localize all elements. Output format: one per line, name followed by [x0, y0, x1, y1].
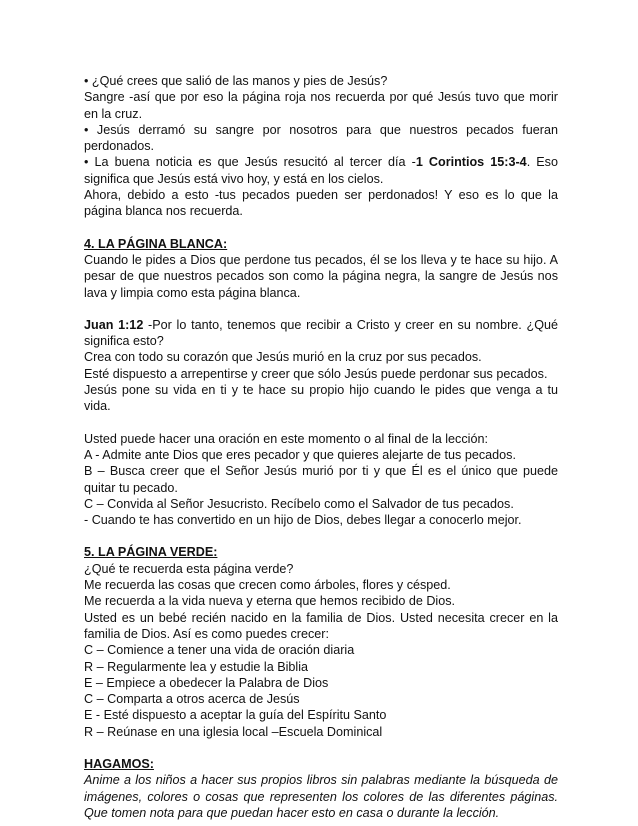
- list-item: R – Regularmente lea y estudie la Biblia: [84, 659, 309, 674]
- list-item: R – Reúnase en una iglesia local –Escuela Dominical: [84, 724, 383, 739]
- white-page-paragraph: Cuando le pides a Dios que perdone tus pecados, él se los lleva y te hace su hijo. A pesar de que nuestros pecados son como la página negra, la sangre de Jesús nos lava y limpia como esta página blanca.: [84, 252, 558, 300]
- resurrection-line: [84, 154, 558, 187]
- resurrection-text-end: . Eso significa que Jesús está vivo hoy, y está en los cielos.: [84, 155, 558, 186]
- list-item: C – Comparta a otros acerca de Jesús: [84, 692, 300, 707]
- scripture-ref-john: Juan 1:12: [84, 317, 144, 332]
- blood-question: • ¿Qué crees que salió de las manos y pies de Jesús?: [84, 74, 388, 88]
- blood-answer: Sangre -así que por eso la página roja nos recuerda por qué Jesús tuvo que morir en la cruz.: [84, 90, 558, 121]
- section-heading-white-page: 4. LA PÁGINA BLANCA:: [84, 236, 228, 251]
- prayer-step-b: B – Busca creer que el Señor Jesús murió por ti y que Él es el único que puede quitar tu pecado.: [84, 464, 558, 495]
- new-life-line: Jesús pone su vida en ti y te hace su propio hijo cuando le pides que venga a tu vida.: [84, 383, 558, 414]
- forgiveness-line: • Jesús derramó su sangre por nosotros para que nuestros pecados fueran perdonados.: [84, 122, 558, 154]
- document-page: [84, 73, 558, 821]
- repent-line: Esté dispuesto a arrepentirse y creer que sólo Jesús puede perdonar sus pecados.: [84, 366, 548, 381]
- prayer-intro: Usted puede hacer una oración en este momento o al final de la lección:: [84, 431, 488, 446]
- prayer-note: - Cuando te has convertido en un hijo de Dios, debes llegar a conocerlo mejor.: [84, 513, 522, 528]
- resurrection-text: • La buena noticia es que Jesús resucitó al tercer día -: [84, 155, 416, 170]
- list-item: C – Comience a tener una vida de oración diaria: [84, 643, 355, 658]
- list-item: E – Empiece a obedecer la Palabra de Dios: [84, 675, 329, 690]
- green-answer-2: Me recuerda a la vida nueva y eterna que hemos recibido de Dios.: [84, 594, 456, 609]
- section-heading-green-page: 5. LA PÁGINA VERDE:: [84, 545, 218, 560]
- green-answer-1: Me recuerda las cosas que crecen como árboles, flores y césped.: [84, 578, 451, 593]
- prayer-step-c: C – Convida al Señor Jesucristo. Recíbelo como el Salvador de tus pecados.: [84, 496, 514, 511]
- john-text: -Por lo tanto, tenemos que recibir a Cristo y creer en su nombre. ¿Qué significa esto?: [84, 317, 558, 349]
- prayer-step-a: A - Admite ante Dios que eres pecador y que quieres alejarte de tus pecados.: [84, 447, 516, 462]
- green-growth-paragraph: Usted es un bebé recién nacido en la familia de Dios. Usted necesita crecer en la familia de Dios. Así es como puedes crecer:: [84, 610, 558, 641]
- believe-line: Crea con todo su corazón que Jesús murió en la cruz por sus pecados.: [84, 350, 482, 365]
- scripture-ref-corinthians: 1 Corintios 15:3-4: [415, 155, 527, 170]
- list-item: E - Esté dispuesto a aceptar la guía del Espíritu Santo: [84, 708, 387, 723]
- john-paragraph: [84, 317, 558, 350]
- hagamos-paragraph: Anime a los niños a hacer sus propios libros sin palabras mediante la búsqueda de imágenes, colores o cosas que representen los colores de las diferentes páginas. Que tomen nota para que puedan hacer esto en casa o durante la lección.: [84, 773, 558, 820]
- section-heading-hagamos: HAGAMOS:: [84, 756, 154, 771]
- white-page-transition: Ahora, debido a esto -tus pecados pueden ser perdonados! Y eso es lo que la página blanca nos recuerda.: [84, 188, 558, 219]
- green-question: ¿Qué te recuerda esta página verde?: [84, 561, 294, 576]
